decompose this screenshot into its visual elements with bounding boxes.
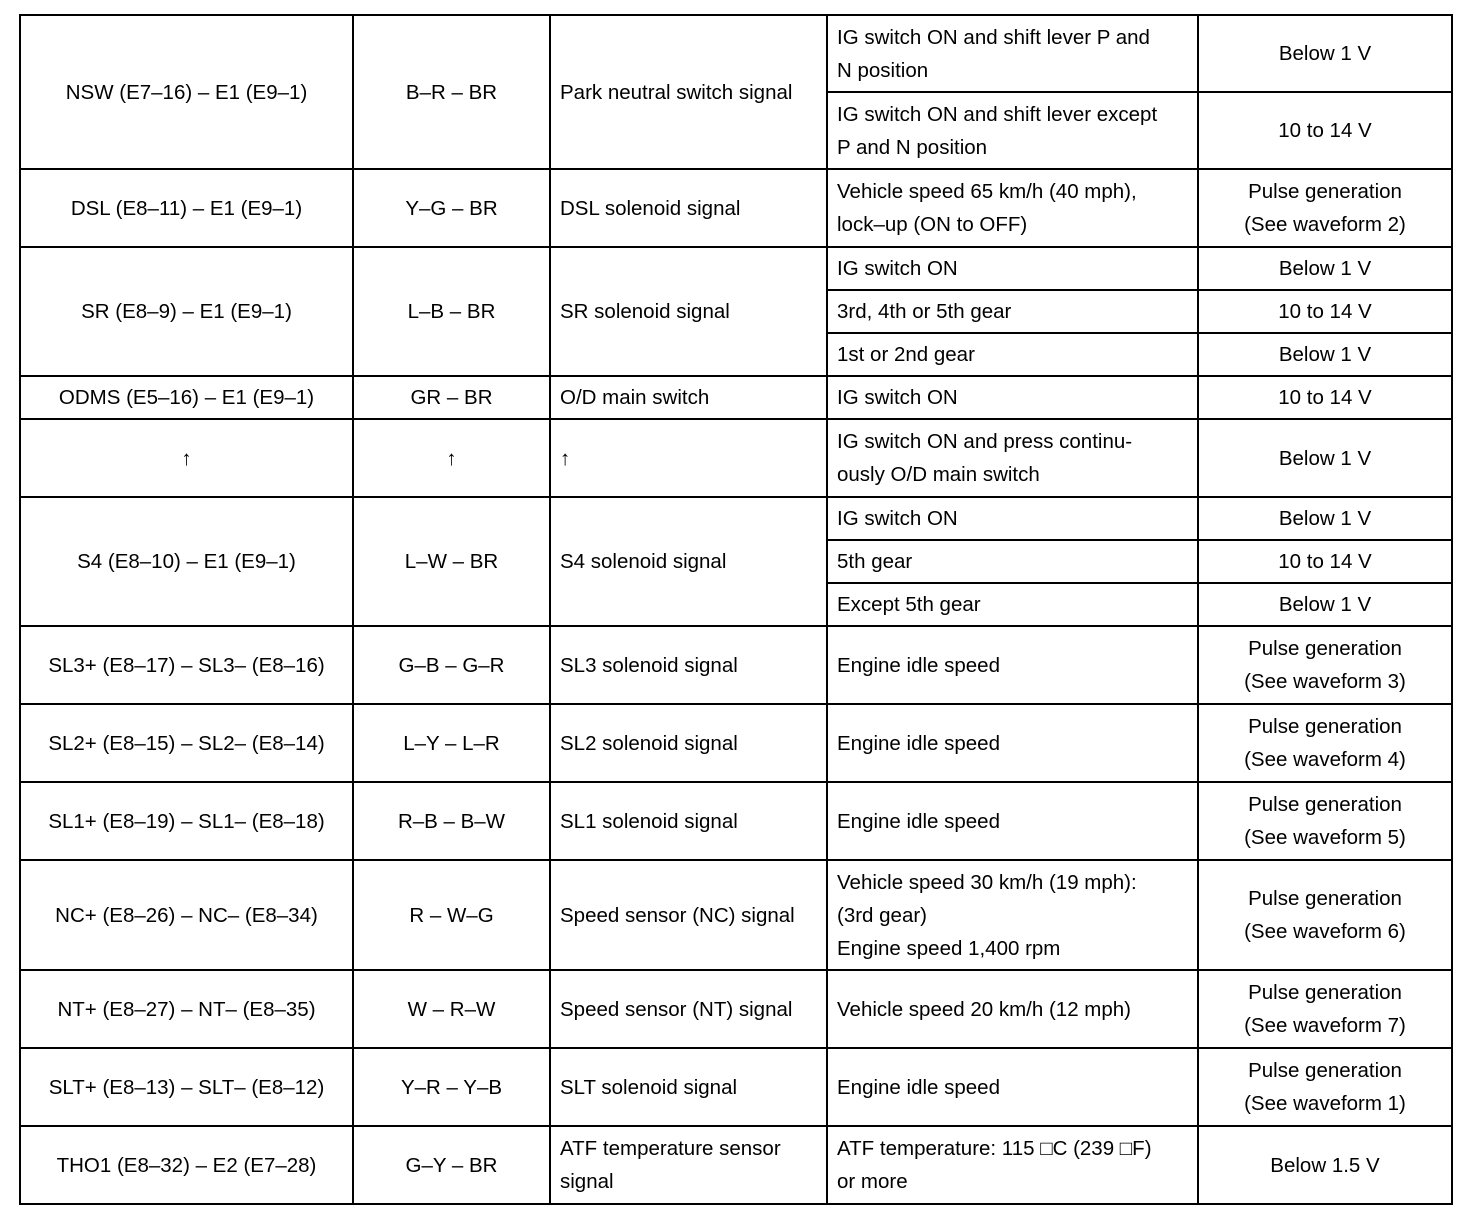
specified-condition-text: 10 to 14 V [1278,550,1372,573]
condition-text: Engine idle speed [837,653,1000,677]
terminal-cell-text: SL2+ (E8–15) – SL2– (E8–14) [48,731,325,755]
table-row [20,970,1452,1048]
specified-condition-text: Pulse generation (See waveform 4) [1244,715,1406,771]
terminal-cell [20,497,353,626]
specified-condition-text: Below 1 V [1278,446,1372,470]
condition-cell [827,376,1198,419]
condition-text: 1st or 2nd gear [837,343,975,366]
condition-cell [827,92,1198,169]
description-cell [550,169,827,247]
table-row [20,860,1452,970]
specified-condition-cell [1198,497,1452,540]
condition-text: 3rd, 4th or 5th gear [837,300,1012,323]
table-row [20,419,1452,497]
specified-condition-cell [1198,419,1452,497]
description-cell-text: SLT solenoid signal [560,1075,738,1099]
wiring-color-cell [353,15,550,169]
condition-text: IG switch ON [837,507,958,530]
wiring-color-cell-text: L–W – BR [404,550,499,573]
table-row [20,15,1452,92]
terminal-cell-text: ODMS (E5–16) – E1 (E9–1) [58,386,315,409]
wiring-color-cell-text: Y–R – Y–B [400,1075,503,1099]
table-row [20,782,1452,860]
condition-cell [827,583,1198,626]
specified-condition-text: Below 1 V [1278,507,1372,530]
wiring-color-cell-text: R – W–G [409,903,494,927]
wiring-color-cell [353,970,550,1048]
description-cell [550,15,827,169]
condition-text: IG switch ON and shift lever P and N position [837,25,1150,82]
condition-cell [827,860,1198,970]
description-cell [550,419,827,497]
description-cell-text: Speed sensor (NT) signal [560,997,793,1021]
condition-text: IG switch ON [837,257,958,280]
terminal-cell-text: NSW (E7–16) – E1 (E9–1) [65,80,308,104]
wiring-color-cell [353,497,550,626]
specified-condition-text: Pulse generation (See waveform 2) [1244,180,1406,236]
terminal-cell-text: SL3+ (E8–17) – SL3– (E8–16) [48,653,325,677]
condition-text: Engine idle speed [837,1075,1000,1099]
description-cell-text: ↑ [560,446,571,470]
terminal-cell-text: S4 (E8–10) – E1 (E9–1) [77,550,296,573]
terminal-cell-text: SLT+ (E8–13) – SLT– (E8–12) [48,1075,325,1099]
specified-condition-text: Below 1 V [1278,42,1372,65]
terminal-cell [20,169,353,247]
table-body [20,15,1452,1204]
specified-condition-text: Below 1.5 V [1270,1153,1380,1177]
terminal-cell [20,376,353,419]
terminal-spec-table [19,14,1453,1205]
condition-cell [827,1126,1198,1204]
condition-text: IG switch ON [837,386,958,409]
specified-condition-cell [1198,92,1452,169]
terminal-cell-text: ↑ [181,446,192,470]
terminal-cell [20,1126,353,1204]
condition-cell [827,704,1198,782]
wiring-color-cell [353,169,550,247]
condition-text: ATF temperature: 115 □C (239 □F) or more [837,1137,1152,1193]
condition-cell [827,247,1198,290]
specified-condition-text: Below 1 V [1278,257,1372,280]
specified-condition-text: Pulse generation (See waveform 5) [1244,793,1406,849]
specified-condition-text: 10 to 14 V [1278,386,1372,409]
specified-condition-cell [1198,15,1452,92]
terminal-cell-text: THO1 (E8–32) – E2 (E7–28) [56,1153,317,1177]
description-cell-text: SL3 solenoid signal [560,653,738,677]
description-cell-text: SL1 solenoid signal [560,809,738,833]
specified-condition-text: Below 1 V [1278,593,1372,616]
specified-condition-text: Pulse generation (See waveform 6) [1244,887,1406,943]
table-row [20,1048,1452,1126]
description-cell [550,1048,827,1126]
condition-cell [827,782,1198,860]
wiring-color-cell-text: L–B – BR [407,300,496,323]
wiring-color-cell [353,704,550,782]
description-cell [550,704,827,782]
condition-text: Vehicle speed 30 km/h (19 mph): (3rd gear) Engine speed 1,400 rpm [837,870,1137,960]
table-row [20,169,1452,247]
table-row [20,376,1452,419]
description-cell [550,497,827,626]
description-cell-text: O/D main switch [560,386,710,409]
terminal-cell-text: DSL (E8–11) – E1 (E9–1) [70,196,303,220]
condition-text: Except 5th gear [837,593,981,616]
description-cell-text: DSL solenoid signal [560,196,741,220]
wiring-color-cell-text: GR – BR [410,386,493,409]
terminal-cell-text: NT+ (E8–27) – NT– (E8–35) [57,997,316,1021]
wiring-color-cell-text: ↑ [446,446,457,470]
specified-condition-cell [1198,782,1452,860]
wiring-color-cell [353,419,550,497]
condition-cell [827,970,1198,1048]
wiring-color-cell-text: R–B – B–W [397,809,506,833]
wiring-color-cell-text: Y–G – BR [405,196,498,220]
description-cell-text: Park neutral switch signal [560,80,793,104]
specified-condition-text: 10 to 14 V [1278,119,1372,142]
wiring-color-cell [353,1048,550,1126]
specified-condition-text: Pulse generation (See waveform 3) [1244,637,1406,693]
terminal-cell [20,970,353,1048]
description-cell-text: S4 solenoid signal [560,550,727,573]
condition-cell [827,169,1198,247]
wiring-color-cell-text: B–R – BR [405,80,498,104]
condition-cell [827,626,1198,704]
condition-text: 5th gear [837,550,913,573]
condition-cell [827,15,1198,92]
specified-condition-cell [1198,290,1452,333]
condition-text: Engine idle speed [837,809,1000,833]
specified-condition-cell [1198,626,1452,704]
wiring-color-cell-text: L–Y – L–R [403,731,500,755]
specified-condition-cell [1198,704,1452,782]
wiring-color-cell-text: G–Y – BR [405,1153,498,1177]
table-row [20,497,1452,540]
description-cell-text: ATF temperature sensor signal [560,1137,781,1193]
description-cell [550,970,827,1048]
condition-cell [827,1048,1198,1126]
terminal-cell [20,704,353,782]
table-row [20,704,1452,782]
terminal-cell-text: SR (E8–9) – E1 (E9–1) [81,300,292,323]
specified-condition-text: 10 to 14 V [1278,300,1372,323]
specified-condition-cell [1198,333,1452,376]
specified-condition-cell [1198,1048,1452,1126]
specified-condition-cell [1198,860,1452,970]
wiring-color-cell [353,626,550,704]
specified-condition-cell [1198,169,1452,247]
table-row [20,1126,1452,1204]
table-row [20,626,1452,704]
specified-condition-cell [1198,376,1452,419]
description-cell-text: SR solenoid signal [560,300,730,323]
wiring-color-cell-text: W – R–W [407,997,496,1021]
description-cell [550,247,827,376]
description-cell [550,860,827,970]
condition-text: Vehicle speed 65 km/h (40 mph), lock–up (ON to OFF) [837,180,1137,236]
terminal-cell [20,1048,353,1126]
specified-condition-cell [1198,247,1452,290]
terminal-cell-text: NC+ (E8–26) – NC– (E8–34) [55,903,318,927]
specified-condition-text: Below 1 V [1278,343,1372,366]
terminal-cell [20,782,353,860]
wiring-color-cell [353,860,550,970]
terminal-cell [20,419,353,497]
terminal-cell [20,247,353,376]
specified-condition-cell [1198,583,1452,626]
wiring-color-cell [353,376,550,419]
condition-cell [827,290,1198,333]
condition-text: IG switch ON and shift lever except P and N position [837,102,1158,159]
condition-text: IG switch ON and press continu- ously O/D main switch [837,430,1133,486]
condition-cell [827,497,1198,540]
terminal-cell [20,626,353,704]
terminal-cell [20,860,353,970]
condition-text: Engine idle speed [837,731,1000,755]
wiring-color-cell [353,247,550,376]
condition-cell [827,540,1198,583]
condition-cell [827,333,1198,376]
terminal-cell [20,15,353,169]
wiring-color-cell [353,1126,550,1204]
condition-cell [827,419,1198,497]
description-cell-text: SL2 solenoid signal [560,731,738,755]
specified-condition-text: Pulse generation (See waveform 1) [1244,1059,1406,1115]
description-cell [550,626,827,704]
description-cell-text: Speed sensor (NC) signal [560,903,795,927]
specified-condition-text: Pulse generation (See waveform 7) [1244,981,1406,1037]
condition-text: Vehicle speed 20 km/h (12 mph) [837,997,1131,1021]
description-cell [550,782,827,860]
specified-condition-cell [1198,1126,1452,1204]
description-cell [550,1126,827,1204]
terminal-cell-text: SL1+ (E8–19) – SL1– (E8–18) [48,809,325,833]
wiring-color-cell-text: G–B – G–R [398,653,505,677]
specified-condition-cell [1198,970,1452,1048]
table-row [20,247,1452,290]
wiring-color-cell [353,782,550,860]
description-cell [550,376,827,419]
specified-condition-cell [1198,540,1452,583]
